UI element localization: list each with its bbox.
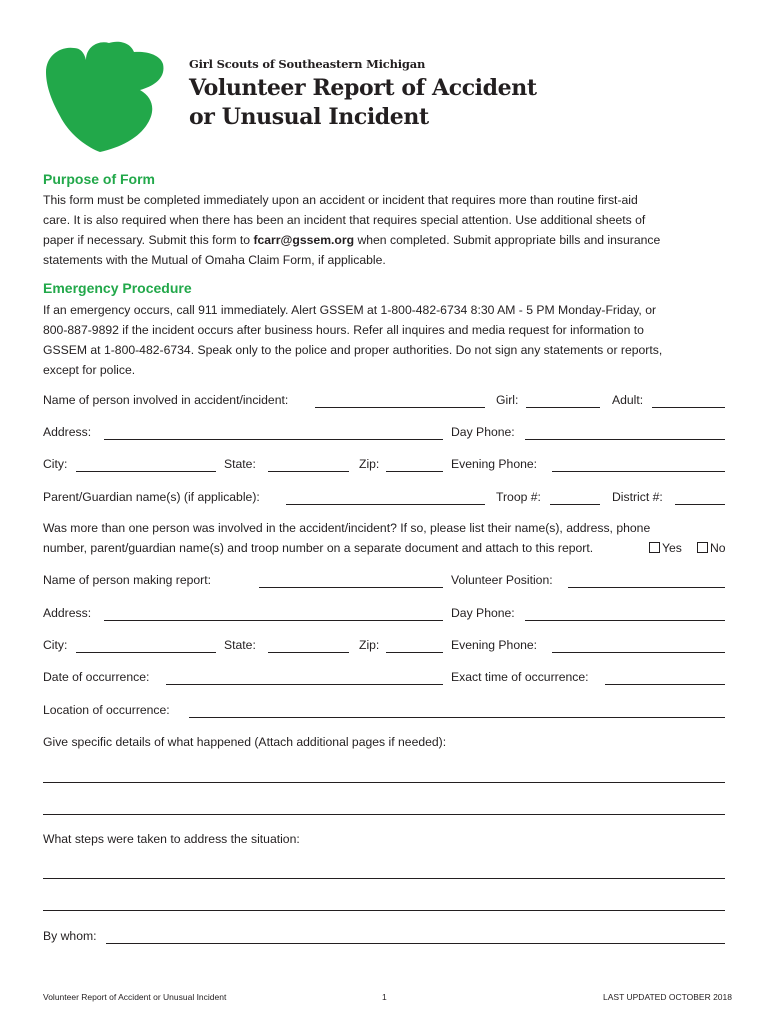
involved-address-field[interactable]	[104, 439, 443, 440]
footer-title: Volunteer Report of Accident or Unusual Incident	[43, 992, 227, 1002]
yes-checkbox[interactable]	[649, 542, 660, 553]
involved-evening-phone-label: Evening Phone:	[451, 457, 538, 471]
reporter-address-row	[43, 606, 725, 624]
date-field[interactable]	[166, 684, 443, 685]
purpose-heading: Purpose of Form	[43, 171, 156, 187]
involved-state-label: State:	[224, 457, 256, 471]
purpose-line-3	[43, 230, 733, 250]
multiple-line-1: Was more than one person was involved in the accident/incident? If so, please list their name(s), address, phone	[43, 521, 651, 535]
reporter-address-field[interactable]	[104, 620, 443, 621]
by-whom-row	[43, 929, 725, 947]
emergency-line-2: 800-887-9892 if the incident occurs after business hours. Refer all inquires and media request for information to	[43, 323, 644, 337]
location-label: Location of occurrence:	[43, 703, 170, 717]
date-label: Date of occurrence:	[43, 670, 150, 684]
guardian-row	[43, 490, 725, 508]
location-field[interactable]	[189, 717, 725, 718]
details-label: Give specific details of what happened (Attach additional pages if needed):	[43, 735, 447, 749]
involved-zip-field[interactable]	[386, 471, 443, 472]
multiple-persons-question	[43, 521, 725, 561]
steps-line-row-2	[43, 896, 725, 914]
page-title	[189, 74, 609, 132]
page-number: 1	[382, 992, 387, 1002]
troop-label: Troop #:	[496, 490, 541, 504]
reporter-state-field[interactable]	[268, 652, 349, 653]
steps-label: What steps were taken to address the situation:	[43, 832, 300, 846]
district-label: District #:	[612, 490, 663, 504]
reporter-name-field[interactable]	[259, 587, 443, 588]
emergency-heading: Emergency Procedure	[43, 280, 192, 296]
purpose-text	[43, 190, 733, 270]
purpose-line-3-prefix: paper if necessary. Submit this form to	[43, 233, 254, 247]
occurrence-row	[43, 670, 725, 688]
reporter-zip-label: Zip:	[359, 638, 380, 652]
details-line-2[interactable]	[43, 814, 725, 815]
emergency-line-1: If an emergency occurs, call 911 immediately. Alert GSSEM at 1-800-482-6734 8:30 AM - 5 PM Monday-Friday, or	[43, 303, 657, 317]
multiple-line-2: number, parent/guardian name(s) and troop number on a separate document and attach to this report.	[43, 541, 594, 555]
involved-zip-label: Zip:	[359, 457, 380, 471]
emergency-text	[43, 300, 733, 380]
reporter-name-label: Name of person making report:	[43, 573, 211, 587]
reporter-day-phone-field[interactable]	[525, 620, 725, 621]
involved-name-field[interactable]	[315, 407, 485, 408]
involved-city-label: City:	[43, 457, 68, 471]
time-field[interactable]	[605, 684, 725, 685]
guardian-field[interactable]	[286, 504, 485, 505]
steps-line-2[interactable]	[43, 910, 725, 911]
location-row	[43, 703, 725, 721]
by-whom-field[interactable]	[106, 943, 725, 944]
volunteer-position-label: Volunteer Position:	[451, 573, 553, 587]
no-option[interactable]	[697, 541, 726, 555]
reporter-city-row	[43, 638, 725, 656]
involved-name-row	[43, 393, 725, 411]
involved-city-field[interactable]	[76, 471, 216, 472]
volunteer-position-field[interactable]	[568, 587, 725, 588]
reporter-city-field[interactable]	[76, 652, 216, 653]
troop-field[interactable]	[550, 504, 600, 505]
time-label: Exact time of occurrence:	[451, 670, 589, 684]
steps-line-row-1	[43, 864, 725, 882]
submit-email[interactable]: fcarr@gssem.org	[253, 233, 355, 247]
yes-label: Yes	[662, 541, 682, 555]
steps-row	[43, 832, 725, 850]
details-line-row-1	[43, 768, 725, 786]
reporter-zip-field[interactable]	[386, 652, 443, 653]
district-field[interactable]	[675, 504, 725, 505]
purpose-line-2: care. It is also required when there has been an incident that requires special attention. Use additional sheets of	[43, 213, 646, 227]
reporter-evening-phone-label: Evening Phone:	[451, 638, 538, 652]
involved-address-row	[43, 425, 725, 443]
purpose-line-3-suffix: when completed. Submit appropriate bills and insurance	[354, 233, 661, 247]
involved-state-field[interactable]	[268, 471, 349, 472]
girl-field[interactable]	[526, 407, 600, 408]
by-whom-label: By whom:	[43, 929, 97, 943]
steps-line-1[interactable]	[43, 878, 725, 879]
reporter-name-row	[43, 573, 725, 591]
involved-day-phone-field[interactable]	[525, 439, 725, 440]
involved-evening-phone-field[interactable]	[552, 471, 725, 472]
reporter-state-label: State:	[224, 638, 256, 652]
adult-label: Adult:	[612, 393, 644, 407]
no-checkbox[interactable]	[697, 542, 708, 553]
purpose-line-1: This form must be completed immediately upon an accident or incident that requires more than routine first-aid	[43, 193, 638, 207]
guardian-label: Parent/Guardian name(s) (if applicable):	[43, 490, 260, 504]
details-line-row-2	[43, 800, 725, 818]
org-name: Girl Scouts of Southeastern Michigan	[189, 57, 426, 71]
involved-city-row	[43, 457, 725, 475]
details-line-1[interactable]	[43, 782, 725, 783]
adult-field[interactable]	[652, 407, 725, 408]
no-label: No	[710, 541, 726, 555]
last-updated: LAST UPDATED OCTOBER 2018	[603, 992, 732, 1002]
reporter-evening-phone-field[interactable]	[552, 652, 725, 653]
involved-name-label: Name of person involved in accident/incident:	[43, 393, 289, 407]
reporter-city-label: City:	[43, 638, 68, 652]
yes-option[interactable]	[649, 541, 682, 555]
involved-day-phone-label: Day Phone:	[451, 425, 515, 439]
girl-label: Girl:	[496, 393, 519, 407]
emergency-line-4: except for police.	[43, 363, 136, 377]
involved-address-label: Address:	[43, 425, 92, 439]
reporter-day-phone-label: Day Phone:	[451, 606, 515, 620]
emergency-line-3: GSSEM at 1-800-482-6734. Speak only to the police and proper authorities. Do not sign any statements or reports,	[43, 343, 663, 357]
details-row	[43, 735, 725, 753]
reporter-address-label: Address:	[43, 606, 92, 620]
trefoil-icon	[42, 40, 166, 152]
title-line-2: or Unusual Incident	[189, 104, 429, 130]
title-line-1: Volunteer Report of Accident	[189, 75, 537, 101]
purpose-line-4: statements with the Mutual of Omaha Claim Form, if applicable.	[43, 253, 386, 267]
